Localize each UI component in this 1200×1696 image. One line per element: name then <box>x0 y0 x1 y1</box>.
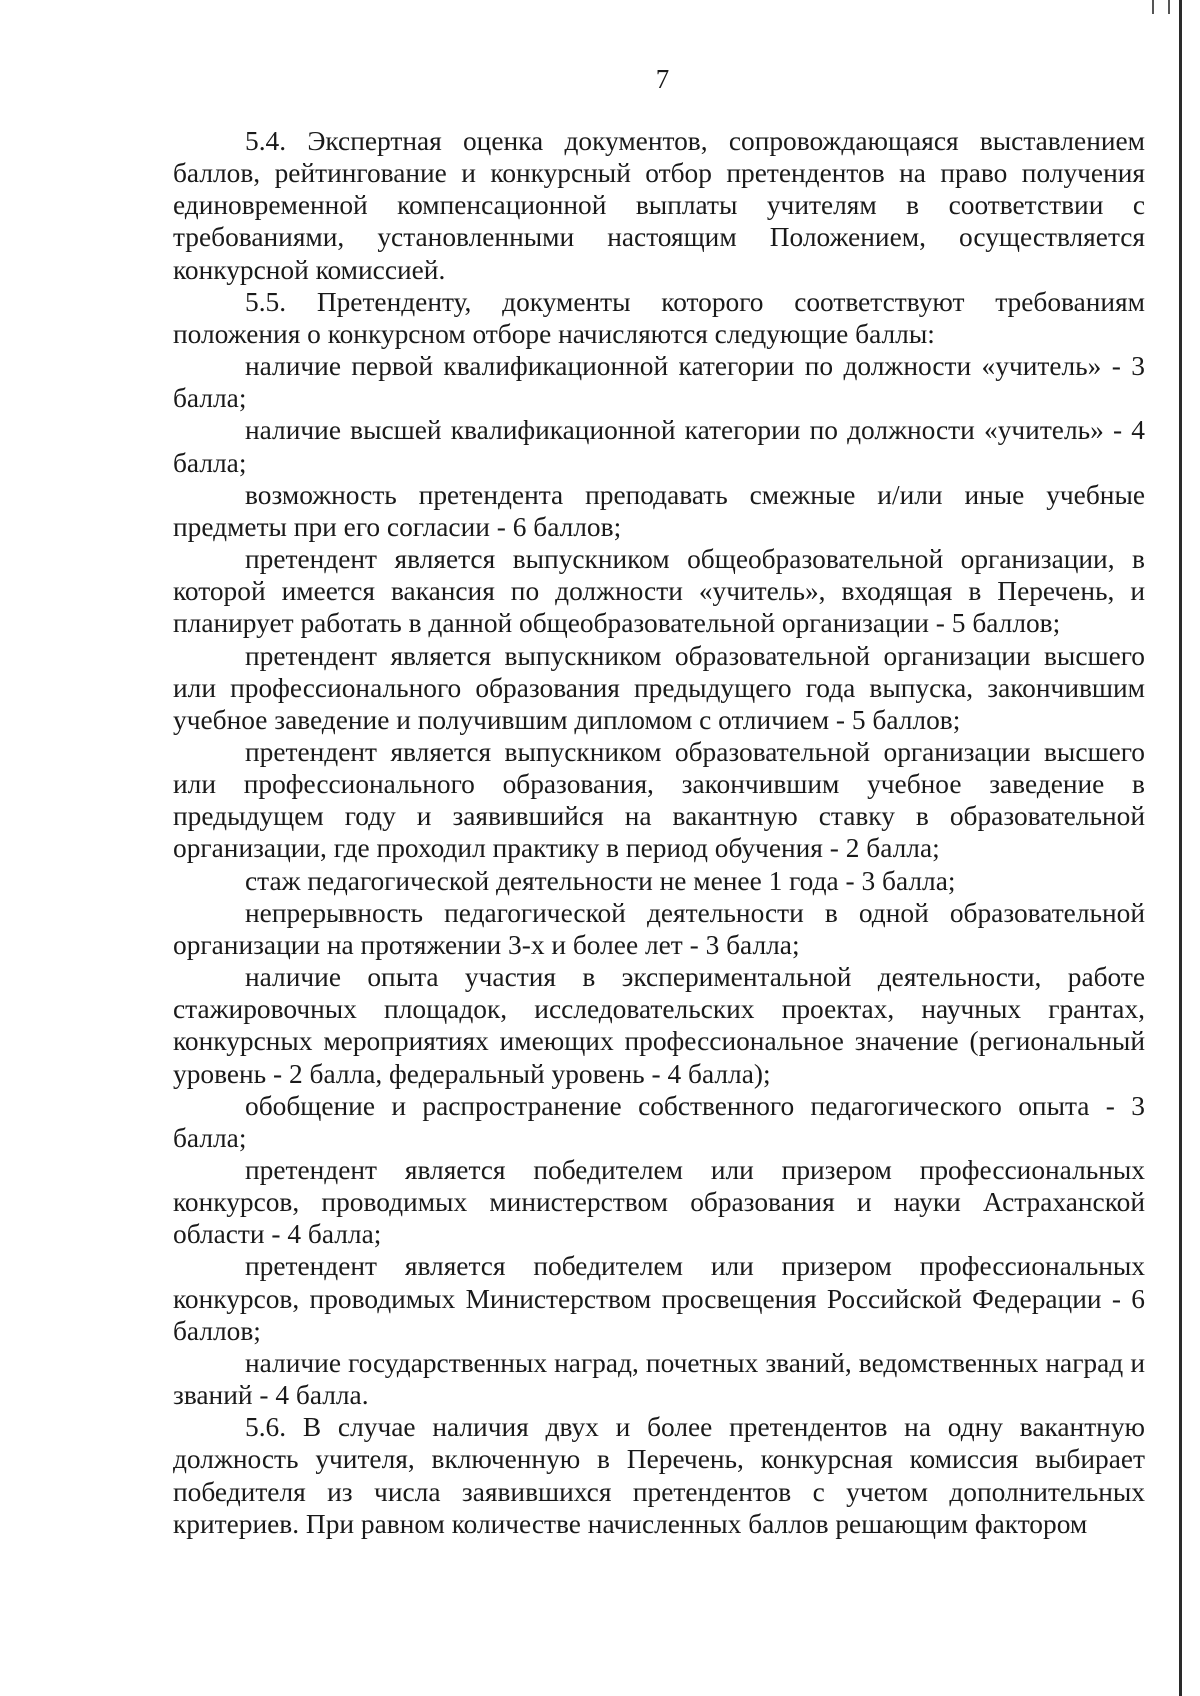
criterion-highest-category: наличие высшей квалификационной категории по должности «учитель» - 4 балла; <box>173 415 1145 478</box>
criterion-awards: наличие государственных наград, почетных званий, ведомственных наград и званий - 4 балла. <box>173 1347 1145 1411</box>
criterion-federal-contests: претендент является победителем или призером профессиональных конкурсов, проводимых Министерством просвещения Российской Федерации - 6 баллов; <box>173 1251 1145 1346</box>
criterion-experimental-activity: наличие опыта участия в экспериментальной деятельности, работе стажировочных площадок, исследовательских проектах, научных грантах, конкурсных мероприятиях имеющих профессиональное значение (региональный уровень - 2 балла, федеральный уровень - 4 балла); <box>173 962 1145 1089</box>
criterion-internship-place: претендент является выпускником образовательной организации высшего или профессионального образования, закончившим учебное заведение в предыдущем году и заявившийся на вакантную ставку в образовательной организации, где проходил практику в период обучения - 2 балла; <box>173 736 1145 864</box>
criterion-regional-contests: претендент является победителем или призером профессиональных конкурсов, проводимых министерством образования и науки Астраханской области - 4 балла; <box>173 1155 1145 1250</box>
paragraph-5-5: 5.5. Претенденту, документы которого соответствуют требованиям положения о конкурсном отборе начисляются следующие баллы: <box>173 286 1145 349</box>
criterion-school-graduate: претендент является выпускником общеобразовательной организации, в которой имеется вакансия по должности «учитель», входящая в Перечень, и планирует работать в данной общеобразовательной организации - 5 баллов; <box>173 544 1145 639</box>
document-body <box>173 125 1145 1540</box>
criterion-honors-diploma: претендент является выпускником образовательной организации высшего или профессионального образования предыдущего года выпуска, закончившим учебное заведение и получившим дипломом с отличием - 5 баллов; <box>173 640 1145 735</box>
corner-mark <box>1152 0 1170 14</box>
criterion-experience: стаж педагогической деятельности не менее 1 года - 3 балла; <box>245 865 956 896</box>
criterion-first-category: наличие первой квалификационной категории по должности «учитель» - 3 балла; <box>173 351 1145 414</box>
criterion-continuity: непрерывность педагогической деятельности в одной образовательной организации на протяжении 3-х и более лет - 3 балла; <box>173 897 1145 960</box>
paragraph-5-4: 5.4. Экспертная оценка документов, сопровождающаяся выставлением баллов, рейтингование и конкурсный отбор претендентов на право получения единовременной компенсационной выплаты учителям в соответствии с требованиями, установленными настоящим Положением, осуществляется конкурсной комиссией. <box>173 126 1145 285</box>
criterion-experience-sharing: обобщение и распространение собственного педагогического опыта - 3 балла; <box>173 1090 1145 1153</box>
scan-edge-line <box>1179 0 1182 1696</box>
page-number: 7 <box>655 64 670 94</box>
paragraph-5-6: 5.6. В случае наличия двух и более претендентов на одну вакантную должность учителя, включенную в Перечень, конкурсная комиссия выбирает победителя из числа заявившихся претендентов с учетом дополнительных критериев. При равном количестве начисленных баллов решающим фактором <box>173 1412 1145 1539</box>
criterion-related-subjects: возможность претендента преподавать смежные и/или иные учебные предметы при его согласии - 6 баллов; <box>173 479 1145 542</box>
